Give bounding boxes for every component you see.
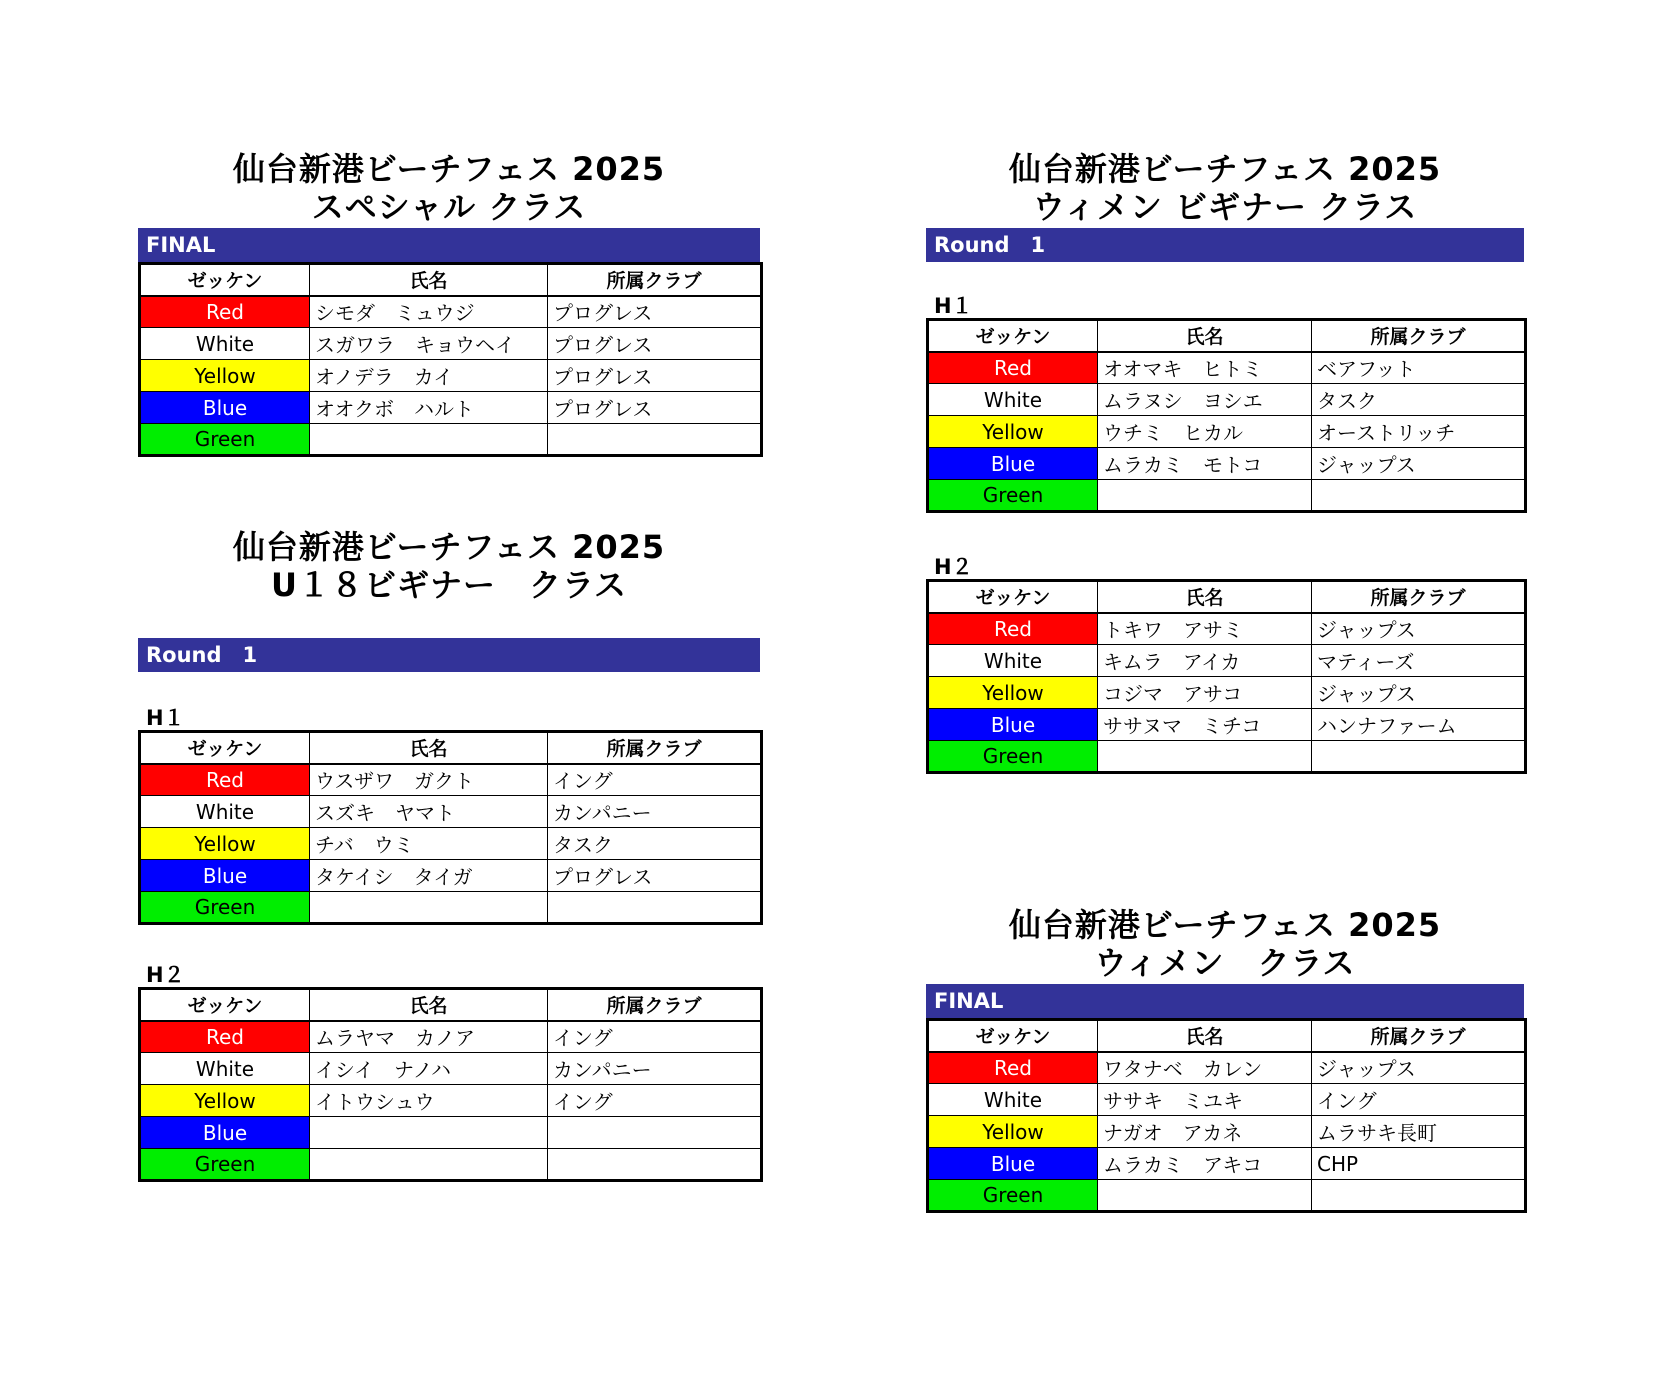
surfer-name-cell: ササキ ミユキ <box>1098 1084 1312 1116</box>
club-cell: プログレス <box>548 392 762 424</box>
bib-color-cell: White <box>140 796 310 828</box>
table-row <box>928 645 1526 677</box>
table-row <box>928 384 1526 416</box>
women-beginner-heat1-label: H１ <box>934 294 973 318</box>
club-cell: ハンナファーム <box>1312 709 1526 741</box>
surfer-name-cell: オオマキ ヒトミ <box>1098 352 1312 384</box>
header-name: 氏名 <box>1098 1020 1312 1052</box>
club-cell: プログレス <box>548 860 762 892</box>
bib-color-cell: Red <box>140 764 310 796</box>
club-cell <box>548 1149 762 1181</box>
header-club: 所属クラブ <box>1312 320 1526 352</box>
table-row <box>140 1021 762 1053</box>
club-cell: タスク <box>1312 384 1526 416</box>
header-name: 氏名 <box>1098 581 1312 613</box>
bib-color-cell: Red <box>140 296 310 328</box>
bib-color-cell: Blue <box>928 1148 1098 1180</box>
bib-color-cell: White <box>928 1084 1098 1116</box>
table-row <box>140 1085 762 1117</box>
table-row <box>928 1116 1526 1148</box>
surfer-name-cell: ワタナベ カレン <box>1098 1052 1312 1084</box>
special-title-line1: 仙台新港ビーチフェス 2025 <box>232 150 666 188</box>
bib-color-cell: Yellow <box>140 1085 310 1117</box>
table-row <box>928 1180 1526 1212</box>
club-cell <box>548 1117 762 1149</box>
club-cell: カンパニー <box>548 1053 762 1085</box>
women-title-line2: ウィメン クラス <box>1094 944 1356 982</box>
bib-color-cell: Red <box>928 352 1098 384</box>
bib-color-cell: White <box>140 1053 310 1085</box>
bib-color-cell: Green <box>928 741 1098 773</box>
bib-color-cell: White <box>928 384 1098 416</box>
bib-color-cell: Green <box>928 480 1098 512</box>
surfer-name-cell: ムラカミ モトコ <box>1098 448 1312 480</box>
women-beginner-heat2-table <box>926 579 1527 774</box>
surfer-name-cell: チバ ウミ <box>310 828 548 860</box>
club-cell: マティーズ <box>1312 645 1526 677</box>
u18-class-section <box>138 528 760 1182</box>
bib-color-cell: Yellow <box>140 360 310 392</box>
surfer-name-cell <box>1098 1180 1312 1212</box>
header-bib: ゼッケン <box>928 581 1098 613</box>
club-cell: ジャップス <box>1312 677 1526 709</box>
special-title-line2: スペシャル クラス <box>311 188 587 226</box>
bib-color-cell: Blue <box>140 860 310 892</box>
table-row <box>140 796 762 828</box>
club-cell <box>1312 741 1526 773</box>
u18-title-line2: U１８ビギナー クラス <box>270 566 628 604</box>
club-cell <box>1312 480 1526 512</box>
header-name: 氏名 <box>310 989 548 1021</box>
bib-color-cell: Yellow <box>928 677 1098 709</box>
surfer-name-cell: タケイシ タイガ <box>310 860 548 892</box>
bib-color-cell: Blue <box>140 1117 310 1149</box>
table-row <box>140 360 762 392</box>
table-row <box>928 448 1526 480</box>
surfer-name-cell: イトウシュウ <box>310 1085 548 1117</box>
surfer-name-cell: シモダ ミュウジ <box>310 296 548 328</box>
u18-round-bar: Round 1 <box>138 638 760 672</box>
table-row <box>140 328 762 360</box>
table-row <box>928 1148 1526 1180</box>
surfer-name-cell <box>310 1149 548 1181</box>
header-name: 氏名 <box>310 732 548 764</box>
bib-color-cell: Red <box>928 1052 1098 1084</box>
club-cell: イング <box>1312 1084 1526 1116</box>
special-heat-table <box>138 262 763 457</box>
surfer-name-cell <box>310 424 548 456</box>
table-row <box>140 392 762 424</box>
bib-color-cell: White <box>140 328 310 360</box>
table-row <box>140 296 762 328</box>
club-cell: プログレス <box>548 360 762 392</box>
table-row <box>928 480 1526 512</box>
table-row <box>140 1149 762 1181</box>
table-row <box>928 677 1526 709</box>
surfer-name-cell <box>1098 480 1312 512</box>
club-cell: ムラサキ長町 <box>1312 1116 1526 1148</box>
surfer-name-cell: ウチミ ヒカル <box>1098 416 1312 448</box>
surfer-name-cell: コジマ アサコ <box>1098 677 1312 709</box>
table-row <box>928 1084 1526 1116</box>
club-cell: イング <box>548 1085 762 1117</box>
table-row <box>140 828 762 860</box>
header-club: 所属クラブ <box>548 732 762 764</box>
table-row <box>140 1053 762 1085</box>
header-club: 所属クラブ <box>1312 1020 1526 1052</box>
surfer-name-cell: ナガオ アカネ <box>1098 1116 1312 1148</box>
header-name: 氏名 <box>310 264 548 296</box>
club-cell: ジャップス <box>1312 1052 1526 1084</box>
club-cell: カンパニー <box>548 796 762 828</box>
surfer-name-cell: ムラカミ アキコ <box>1098 1148 1312 1180</box>
surfer-name-cell: オオクボ ハルト <box>310 392 548 424</box>
women-beginner-title-line2: ウィメン ビギナー クラス <box>1032 188 1418 226</box>
club-cell: ジャップス <box>1312 448 1526 480</box>
club-cell: タスク <box>548 828 762 860</box>
surfer-name-cell: ササヌマ ミチコ <box>1098 709 1312 741</box>
bib-color-cell: Blue <box>928 448 1098 480</box>
table-row <box>140 860 762 892</box>
u18-heat1-label: H１ <box>146 706 185 730</box>
table-row <box>140 892 762 924</box>
surfer-name-cell <box>1098 741 1312 773</box>
bib-color-cell: Green <box>140 892 310 924</box>
header-club: 所属クラブ <box>548 264 762 296</box>
bib-color-cell: Green <box>140 424 310 456</box>
u18-heat2-label: H２ <box>146 963 185 987</box>
surfer-name-cell: スガワラ キョウヘイ <box>310 328 548 360</box>
u18-heat1-table <box>138 730 763 925</box>
women-beginner-round-bar: Round 1 <box>926 228 1524 262</box>
table-row <box>928 416 1526 448</box>
women-beginner-section <box>926 150 1524 774</box>
header-name: 氏名 <box>1098 320 1312 352</box>
club-cell <box>548 424 762 456</box>
special-class-section <box>138 150 760 457</box>
table-row <box>928 352 1526 384</box>
women-beginner-title-line1: 仙台新港ビーチフェス 2025 <box>1008 150 1442 188</box>
surfer-name-cell: オノデラ カイ <box>310 360 548 392</box>
bib-color-cell: Blue <box>928 709 1098 741</box>
club-cell: ジャップス <box>1312 613 1526 645</box>
club-cell <box>1312 1180 1526 1212</box>
surfer-name-cell: ムラヌシ ヨシエ <box>1098 384 1312 416</box>
header-bib: ゼッケン <box>928 1020 1098 1052</box>
bib-color-cell: Yellow <box>928 1116 1098 1148</box>
club-cell: プログレス <box>548 296 762 328</box>
header-bib: ゼッケン <box>140 732 310 764</box>
club-cell: イング <box>548 1021 762 1053</box>
surfer-name-cell: イシイ ナノハ <box>310 1053 548 1085</box>
bib-color-cell: Blue <box>140 392 310 424</box>
table-row <box>928 741 1526 773</box>
bib-color-cell: Red <box>140 1021 310 1053</box>
women-final-table <box>926 1018 1527 1213</box>
table-row <box>928 1052 1526 1084</box>
header-bib: ゼッケン <box>928 320 1098 352</box>
club-cell: オーストリッチ <box>1312 416 1526 448</box>
u18-title-line1: 仙台新港ビーチフェス 2025 <box>232 528 666 566</box>
surfer-name-cell: キムラ アイカ <box>1098 645 1312 677</box>
surfer-name-cell: スズキ ヤマト <box>310 796 548 828</box>
special-round-bar: FINAL <box>138 228 760 262</box>
club-cell: ベアフット <box>1312 352 1526 384</box>
table-row <box>928 613 1526 645</box>
club-cell: CHP <box>1312 1148 1526 1180</box>
header-club: 所属クラブ <box>1312 581 1526 613</box>
women-beginner-heat2-label: H２ <box>934 555 973 579</box>
women-class-section <box>926 906 1524 1213</box>
table-row <box>140 1117 762 1149</box>
header-bib: ゼッケン <box>140 989 310 1021</box>
surfer-name-cell: トキワ アサミ <box>1098 613 1312 645</box>
women-round-bar: FINAL <box>926 984 1524 1018</box>
table-row <box>140 424 762 456</box>
table-row <box>140 764 762 796</box>
surfer-name-cell <box>310 1117 548 1149</box>
bib-color-cell: White <box>928 645 1098 677</box>
bib-color-cell: Green <box>928 1180 1098 1212</box>
surfer-name-cell: ムラヤマ カノア <box>310 1021 548 1053</box>
bib-color-cell: Yellow <box>140 828 310 860</box>
club-cell <box>548 892 762 924</box>
club-cell: イング <box>548 764 762 796</box>
surfer-name-cell <box>310 892 548 924</box>
bib-color-cell: Yellow <box>928 416 1098 448</box>
women-beginner-heat1-table <box>926 318 1527 513</box>
bib-color-cell: Green <box>140 1149 310 1181</box>
surfer-name-cell: ウスザワ ガクト <box>310 764 548 796</box>
header-club: 所属クラブ <box>548 989 762 1021</box>
header-bib: ゼッケン <box>140 264 310 296</box>
bib-color-cell: Red <box>928 613 1098 645</box>
table-row <box>928 709 1526 741</box>
u18-heat2-table <box>138 987 763 1182</box>
women-title-line1: 仙台新港ビーチフェス 2025 <box>1008 906 1442 944</box>
club-cell: プログレス <box>548 328 762 360</box>
